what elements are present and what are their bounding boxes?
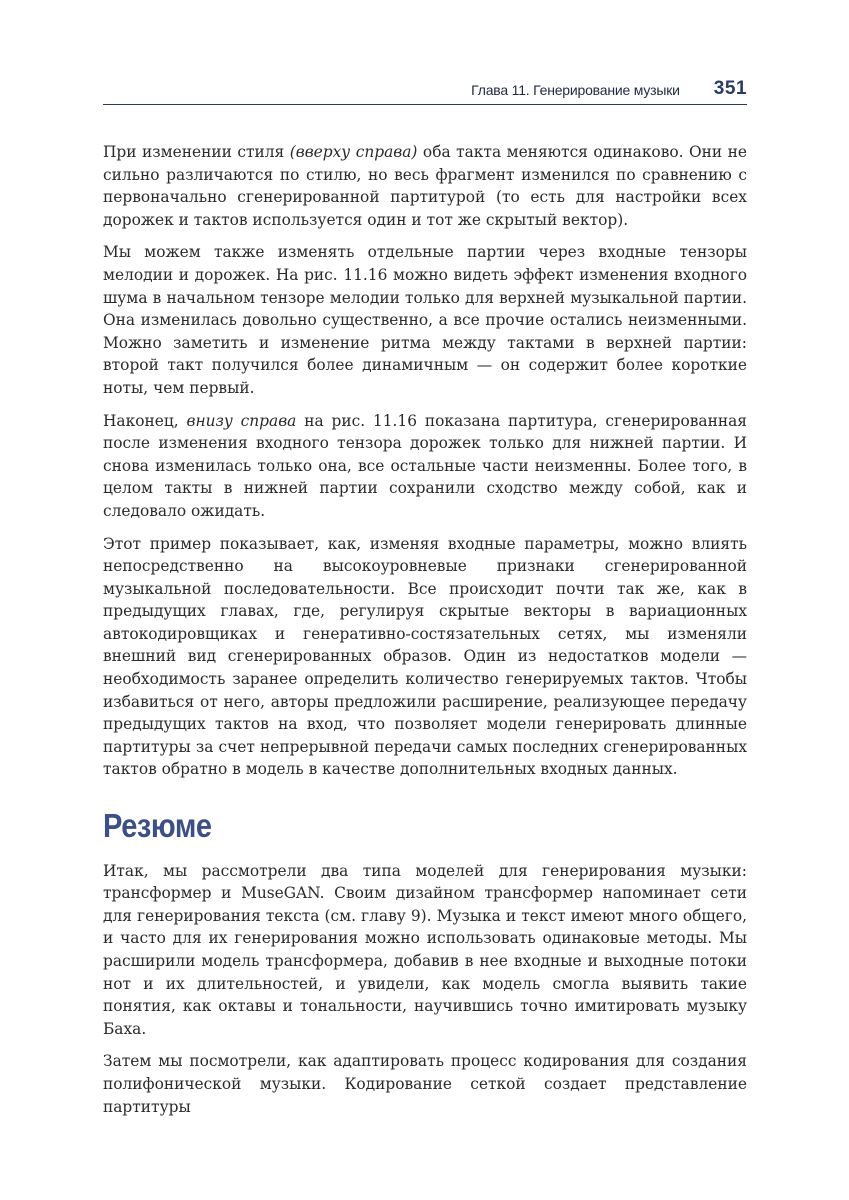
paragraph-3-rest: на рис. 11.16 показана партитура, сгенерированная после изменения входного тензора дорожек только для нижней партии. И снова изменилась только она, все остальные части неизменны. Более того, в целом такты в нижней партии сохранили сходство между собой, как и следовало ожидать. (103, 411, 748, 520)
section-heading: Резюме (103, 807, 212, 845)
paragraph-1-emphasis: (вверху справа) (289, 143, 418, 161)
paragraph-3-emphasis: внизу справа (186, 411, 297, 430)
paragraph-1-rest: оба такта меняются одинаково. Они не сильно различаются по стилю, но весь фрагмент изменился по сравнению с первоначально сгенерированной партитурой (то есть для настройки всех дорожек и тактов используется один и тот же скрытый вектор). (103, 143, 748, 229)
paragraph-4: Этот пример показывает, как, изменяя входные параметры, можно влиять непосредственно на высокоуровневые признаки сгенерированной музыкальной последовательности. Все происходит почти так же, как в предыдущих главах, где, регулируя скрытые векторы в вариационных автокодировщиках и генеративно-состязательных сетях, мы изменяли внешний вид сгенерированных образов. Один из недостатков модели — необходимость заранее определить количество генерируемых тактов. Чтобы избавиться от него, авторы предложили расширение, реализующее передачу предыдущих тактов на вход, что позволяет модели генерировать длинные партитуры за счет непрерывной передачи самых последних сгенерированных тактов обратно в модель в качестве дополнительных входных данных. (103, 534, 747, 779)
page-number: 351 (713, 78, 747, 99)
summary-paragraph-2: Затем мы посмотрели, как адаптировать процесс кодирования для создания полифонической музыки. Кодирование сеткой создает представление партитуры (103, 1052, 747, 1116)
summary-paragraph-1: Итак, мы рассмотрели два типа моделей для генерирования музыки: трансформер и MuseGAN. Своим дизайном трансформер напоминает сети для генерирования текста (см. главу 9). Музыка и текст имеют много общего, и часто для их генерирования можно использовать одинаковые методы. Мы расширили модель трансформера, добавив в нее входные и выходные потоки нот и их длительностей, и увидели, как модель смогла выявить такие понятия, как октавы и тональности, научившись точно имитировать музыку Баха. (103, 861, 747, 1038)
header-rule (103, 104, 747, 105)
paragraph-2: Мы можем также изменять отдельные партии через входные тензоры мелодии и дорожек. На рис. 11.16 можно видеть эффект изменения входного шума в начальном тензоре мелодии только для верхней музыкальной партии. Она изменилась довольно существенно, а все прочие остались неизменными. Можно заметить и изменение ритма между тактами в верхней партии: второй такт получился более динамичным — он содержит более короткие ноты, чем первый. (103, 243, 747, 397)
paragraph-1 (103, 141, 747, 231)
body-text (103, 141, 747, 1128)
paragraph-1-start: При изменении стиля (103, 143, 290, 161)
running-header (103, 78, 747, 100)
paragraph-3-start: Наконец, (103, 411, 187, 430)
chapter-title: Глава 11. Генерирование музыки (471, 82, 680, 98)
paragraph-3 (103, 410, 747, 523)
